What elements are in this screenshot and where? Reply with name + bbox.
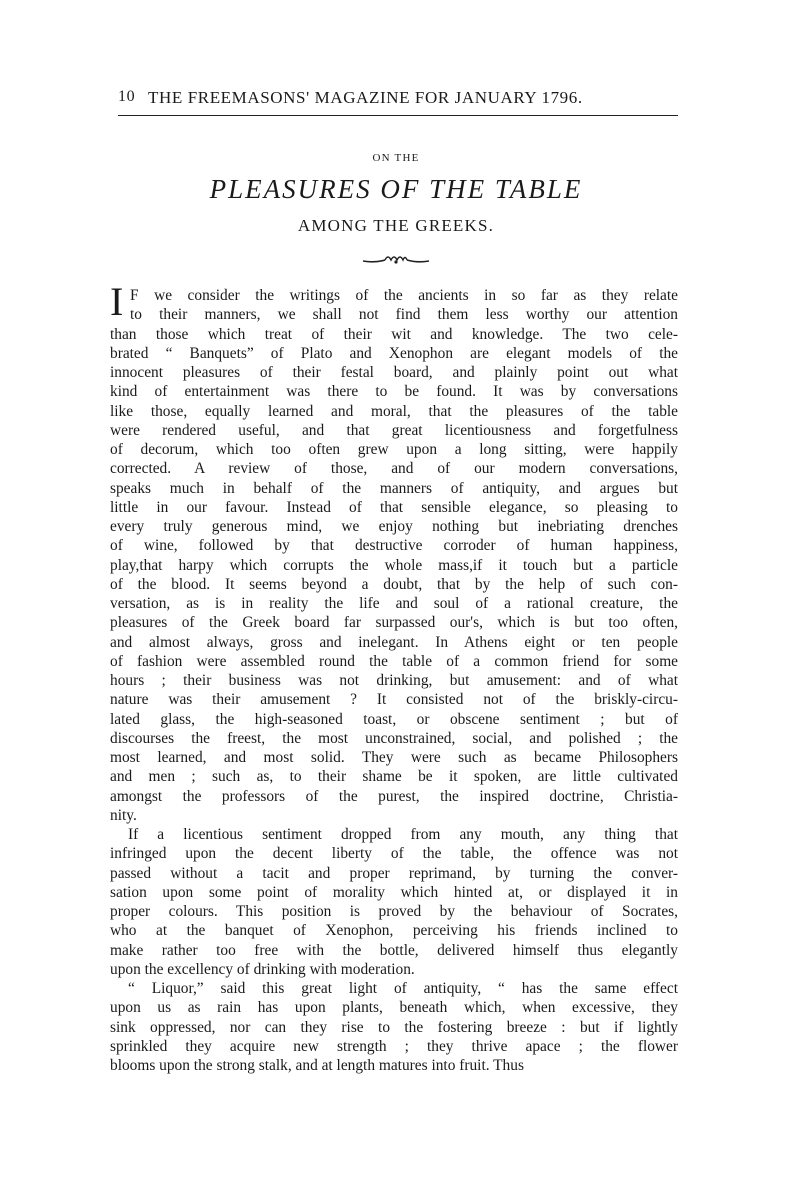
text-line: sation upon some point of morality which hinted at, or displayed it in [110,883,678,901]
article-title: PLEASURES OF THE TABLE [209,174,583,204]
text-line: If a licentious sentiment dropped from any mouth, any thing that [128,826,678,843]
paragraph [110,979,678,1075]
text-line: lated glass, the high-seasoned toast, or obscene sentiment ; but of [110,710,678,728]
text-line: make rather too free with the bottle, delivered himself thus elegantly [110,941,678,959]
text-line: upon us as rain has upon plants, beneath which, when excessive, they [110,999,678,1017]
text-line: upon the excellency of drinking with moderation. [110,960,415,978]
text-line: like those, equally learned and moral, that the pleasures of the table [110,402,678,420]
text-line: hours ; their business was not drinking, but amusement: and of what [110,672,678,689]
text-line: sink oppressed, nor can they rise to the fostering breeze : but if lightly [110,1018,678,1036]
text-line: F we consider the writings of the ancients in so far as they relate [130,287,678,304]
text-line: versation, as is in reality the life and soul of a rational creature, the [110,595,678,612]
text-line: infringed upon the decent liberty of the table, the offence was not [110,845,678,863]
text-line: most learned, and most solid. They were such as became Philosophers [110,749,678,766]
text-line: than those which treat of their wit and knowledge. The two cele- [110,325,678,343]
text-line: amongst the professors of the purest, the inspired doctrine, Christia- [110,787,678,805]
text-line: “ Liquor,” said this great light of antiquity, “ has the same effect [128,980,678,997]
text-line: pleasures of the Greek board far surpassed our's, which is but too often, [110,614,678,632]
article-kicker: ON THE [372,152,420,164]
text-line: brated “ Banquets” of Plato and Xenophon are elegant models of the [110,344,678,362]
text-line: discourses the freest, the most unconstrained, social, and polished ; the [110,729,678,747]
journal-title: THE FREEMASONS' MAGAZINE FOR JANUARY 1796. [148,88,583,107]
article-subtitle: AMONG THE GREEKS. [297,216,495,235]
text-line: of decorum, which too often grew upon a long sitting, were happily [110,441,678,458]
text-line: of fashion were assembled round the table of a common friend for some [110,652,678,670]
header-rule [118,115,678,116]
drop-cap: I [110,279,124,324]
page-number: 10 [118,88,136,105]
text-line: nature was their amusement ? It consisted not of the briskly-circu- [110,691,678,709]
text-line: every truly generous mind, we enjoy nothing but inebriating drenches [110,518,678,535]
text-line: to their manners, we shall not find them less worthy our attention [130,306,678,324]
text-line: speaks much in behalf of the manners of antiquity, and argues but [110,479,678,497]
article-body [110,279,678,1075]
text-line: innocent pleasures of their festal board, and plainly point out what [110,364,678,381]
text-line: play,that harpy which corrupts the whole mass,if it touch but a particle [110,556,678,574]
text-line: blooms upon the strong stalk, and at length matures into fruit. Thus [110,1057,524,1074]
text-line: and almost always, gross and inelegant. In Athens eight or ten people [110,633,678,651]
text-line: of wine, followed by that destructive corroder of human happiness, [110,537,678,555]
running-head [118,88,678,110]
text-line: nity. [110,806,137,824]
text-line: kind of entertainment was there to be found. It was by conversations [110,383,678,401]
text-line: corrected. A review of those, and of our modern conversations, [110,460,678,478]
text-line: passed without a tacit and proper reprimand, by turning the conver- [110,864,678,882]
paragraph [110,279,678,825]
text-line: were rendered useful, and that great licentiousness and forgetfulness [110,421,678,439]
text-line: sprinkled they acquire new strength ; they thrive apace ; the flower [110,1037,678,1055]
printers-ornament-icon [361,252,431,266]
text-line: who at the banquet of Xenophon, perceiving his friends inclined to [110,922,678,940]
text-line: of the blood. It seems beyond a doubt, that by the help of such con- [110,575,678,593]
paragraph [110,825,678,979]
text-line: little in our favour. Instead of that sensible elegance, so pleasing to [110,498,678,516]
text-line: proper colours. This position is proved by the behaviour of Socrates, [110,903,678,920]
text-line: and men ; such as, to their shame be it spoken, are little cultivated [110,768,678,786]
